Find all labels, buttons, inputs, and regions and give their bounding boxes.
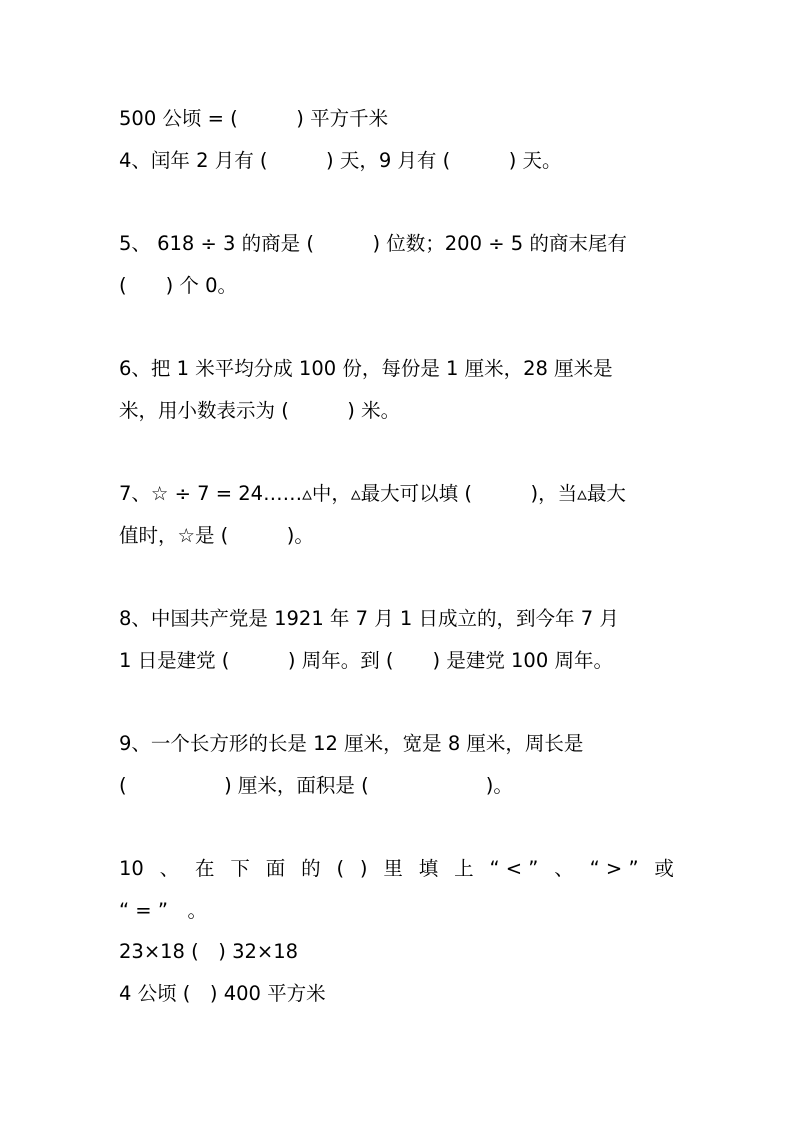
question-10-text <box>119 856 674 882</box>
q10-token: “ > ” <box>589 857 639 880</box>
q10-token: 里 <box>383 857 403 880</box>
comparison-1: 23×18 ( ) 32×18 <box>119 940 299 963</box>
question-7-text-cont: 值时，☆是 ( )。 <box>119 524 314 547</box>
q10-token: 在 <box>195 857 215 880</box>
q10-token: 、 <box>159 857 180 880</box>
q10-token: ( <box>336 857 345 880</box>
question-10-text-cont: “ = ” 。 <box>119 899 207 922</box>
q10-token: 面 <box>265 857 286 880</box>
question-8-text: 8、中国共产党是 1921 年 7 月 1 日成立的，到今年 7 月 <box>119 607 619 630</box>
question-5-text-cont: ( ) 个 0。 <box>119 274 238 297</box>
question-9-text: 9、一个长方形的长是 12 厘米，宽是 8 厘米，周长是 <box>119 732 584 755</box>
comparison-2: 4 公顷 ( ) 400 平方米 <box>119 982 326 1005</box>
q10-token: 10 <box>119 857 144 880</box>
q10-token: 填 <box>418 857 439 880</box>
q10-token: 或 <box>654 857 674 880</box>
question-9-text-cont: ( ) 厘米，面积是 ( )。 <box>119 774 513 797</box>
question-7-text: 7、☆ ÷ 7 = 24……▵中，▵最大可以填 ( )，当▵最大 <box>119 482 626 505</box>
q10-token: “ < ” <box>489 857 539 880</box>
q10-token: 上 <box>454 857 474 880</box>
question-5-text: 5、 618 ÷ 3 的商是 ( ) 位数；200 ÷ 5 的商末尾有 <box>119 232 627 255</box>
q10-token: 下 <box>230 857 250 880</box>
q10-token: 、 <box>554 857 574 880</box>
question-4-text: 4、闰年 2 月有 ( ) 天，9 月有 ( ) 天。 <box>119 149 562 172</box>
question-6-text-cont: 米，用小数表示为 ( ) 米。 <box>119 399 401 422</box>
q10-token: 的 <box>301 857 321 880</box>
question-8-text-cont: 1 日是建党 ( ) 周年。到 ( ) 是建党 100 周年。 <box>119 649 613 672</box>
text-line-hectare-conversion: 500 公顷 = ( ) 平方千米 <box>119 107 389 130</box>
q10-token: ) <box>359 857 368 880</box>
question-6-text: 6、把 1 米平均分成 100 份，每份是 1 厘米，28 厘米是 <box>119 357 613 380</box>
